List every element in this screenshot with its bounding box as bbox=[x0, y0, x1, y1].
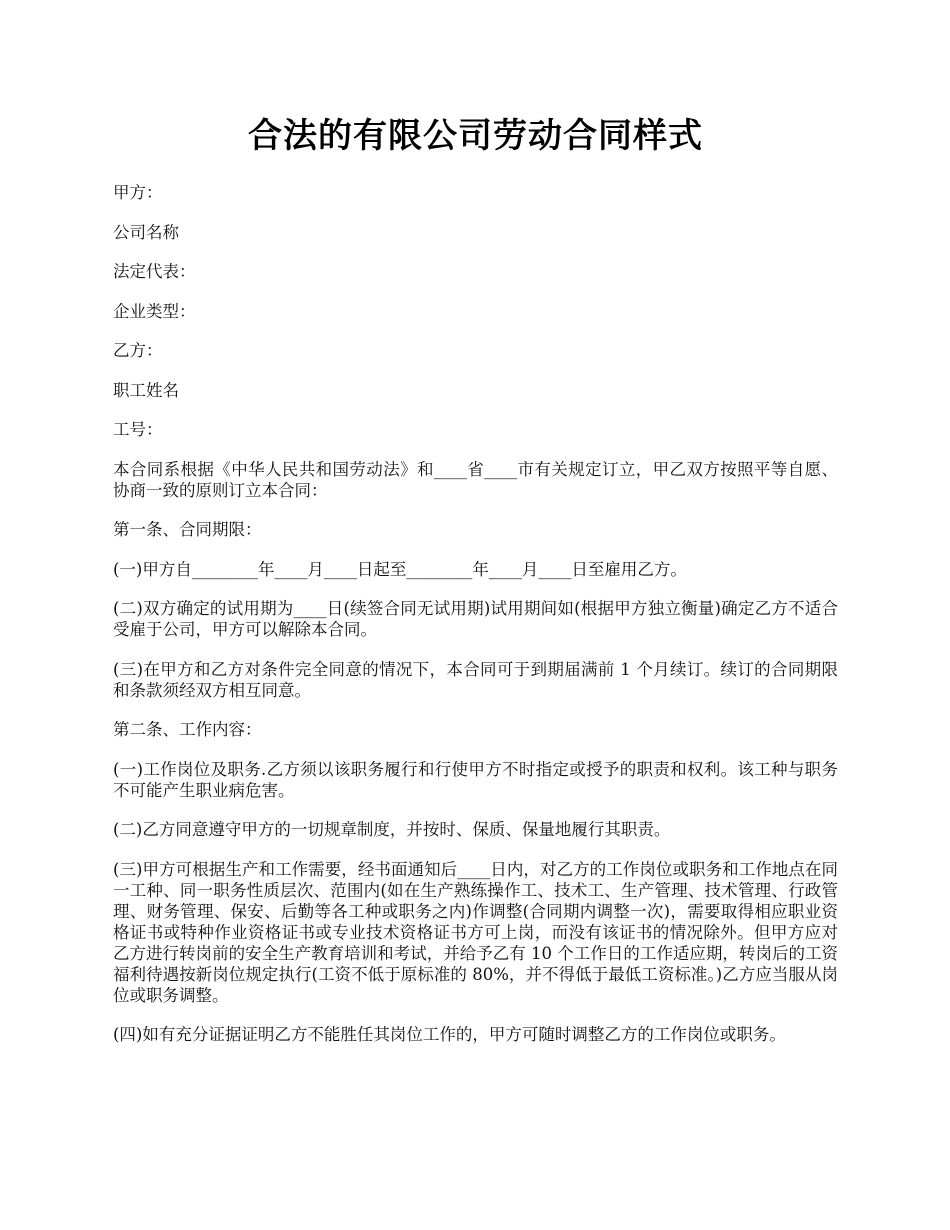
article-1-clause-1: (一)甲方自________年____月____日起至________年____月____日至雇用乙方。 bbox=[113, 559, 687, 579]
legal-representative-label: 法定代表： bbox=[113, 262, 196, 281]
article-1-heading: 第一条、合同期限： bbox=[113, 520, 262, 539]
enterprise-type-label: 企业类型： bbox=[113, 301, 196, 321]
article-2-clause-2: (二)乙方同意遵守甲方的一切规章制度，并按时、保质、保量地履行其职责。 bbox=[113, 820, 671, 839]
document-body bbox=[113, 182, 838, 1045]
employee-id-label: 工号： bbox=[113, 420, 163, 439]
party-b-label: 乙方： bbox=[113, 341, 163, 360]
article-2-heading: 第二条、工作内容： bbox=[113, 720, 262, 739]
employee-name-label: 职工姓名 bbox=[113, 380, 179, 400]
party-a-label: 甲方： bbox=[113, 183, 163, 202]
article-2-clause-4: (四)如有充分证据证明乙方不能胜任其岗位工作的，甲方可随时调整乙方的工作岗位或职务。 bbox=[113, 1025, 786, 1044]
contract-preamble: 本合同系根据《中华人民共和国劳动法》和____省____市有关规定订立，甲乙双方按照平等自愿、协商一致的原则订立本合同： bbox=[113, 459, 838, 500]
article-2-clause-1: (一)工作岗位及职务.乙方须以该职务履行和行使甲方不时指定或授予的职责和权利。该工种与职务不可能产生职业病危害。 bbox=[113, 759, 838, 800]
article-1-clause-2: (二)双方确定的试用期为____日(续签合同无试用期)试用期间如(根据甲方独立衡量)确定乙方不适合受雇于公司，甲方可以解除本合同。 bbox=[113, 599, 838, 639]
article-2-clause-3: (三)甲方可根据生产和工作需要，经书面通知后____日内，对乙方的工作岗位或职务和工作地点在同一工种、同一职务性质层次、范围内(如在生产熟练操作工、技术工、生产管理、技术管理、行政管理、财务管理、保安、后勤等各工种或职务之内)作调整(合同期内调整一次)，需要取得相应职业资格证书或特种作业资格证书或专业技术资格证书方可上岗，而没有该证书的情况除外。但甲方应对乙方进行转岗前的安全生产教育培训和考试，并给予乙有 10 个工作日的工作适应期，转岗后的工资福利待遇按新岗位规定执行(工资不低于原标准的 80%，并不得低于最低工资标准。)乙方应当服从岗位或职务调整。 bbox=[113, 859, 838, 1005]
document-title: 合法的有限公司劳动合同样式 bbox=[248, 116, 703, 156]
company-name-label: 公司名称 bbox=[113, 222, 179, 242]
article-1-clause-3: (三)在甲方和乙方对条件完全同意的情况下，本合同可于到期届满前 1 个月续订。续订的合同期限和条款须经双方相互同意。 bbox=[113, 659, 838, 700]
